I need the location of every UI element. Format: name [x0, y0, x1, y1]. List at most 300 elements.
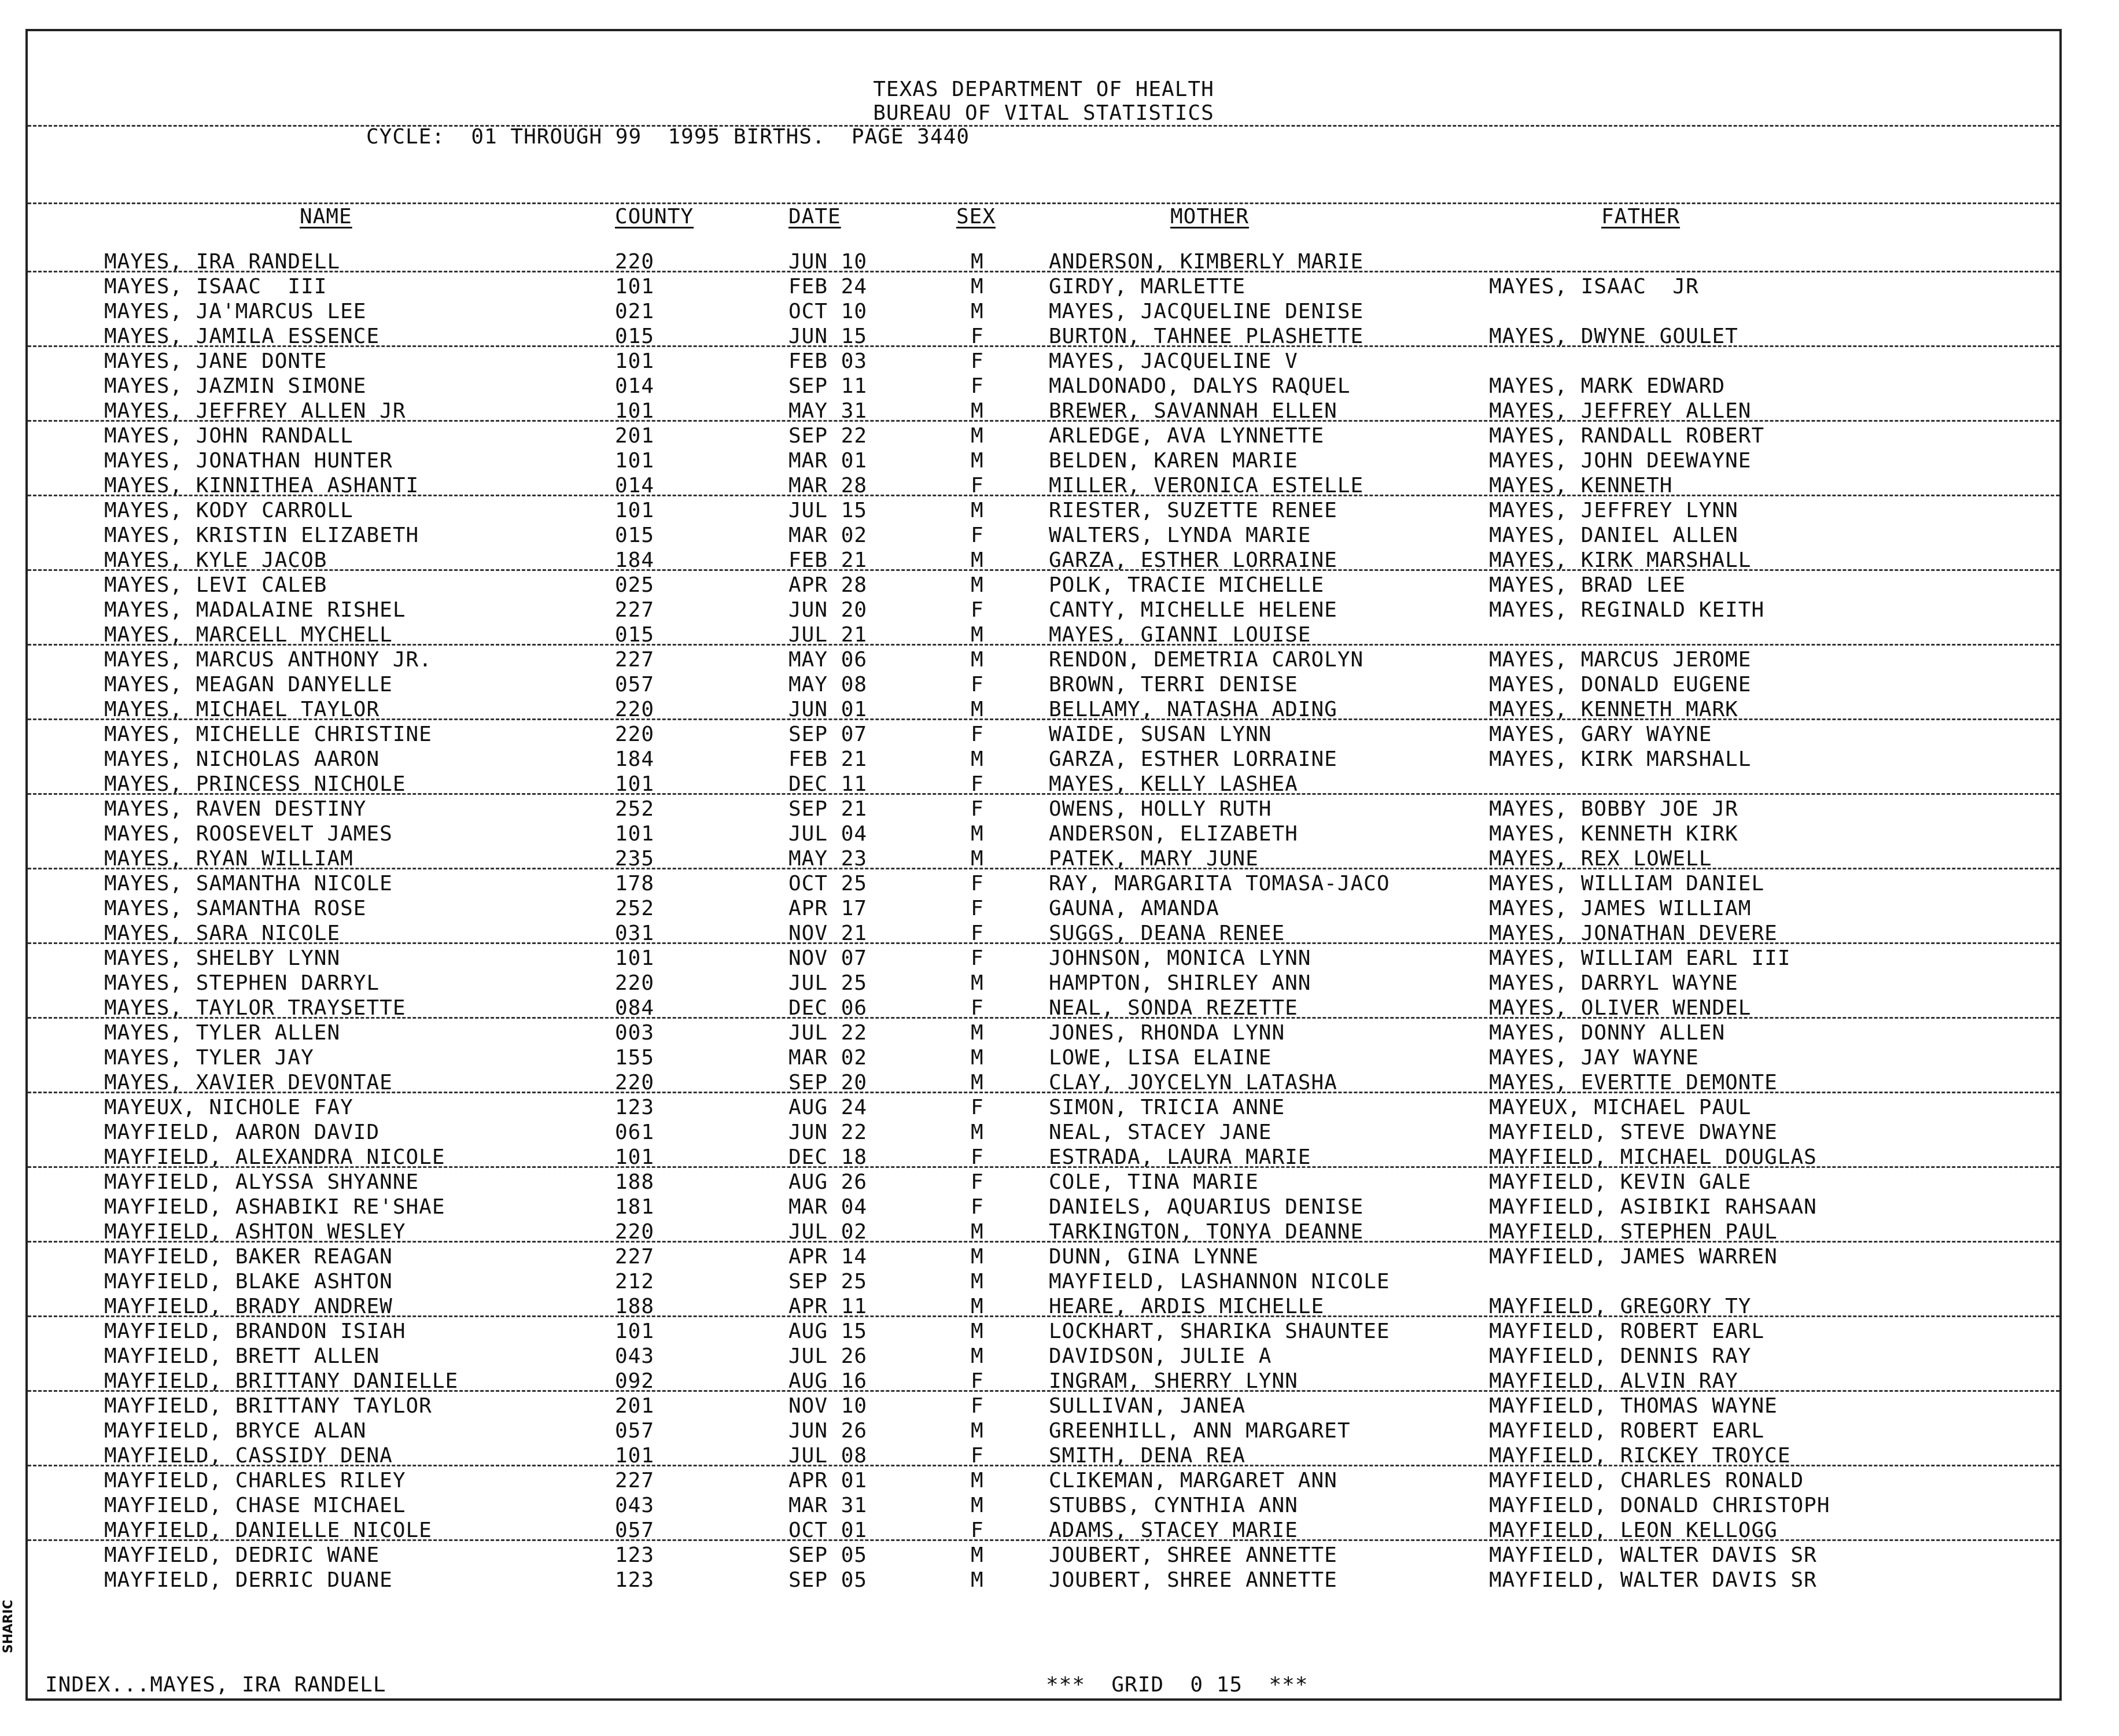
cell-county: 101: [615, 822, 655, 846]
column-header-name: NAME: [300, 205, 352, 228]
cell-county: 201: [615, 424, 655, 448]
cell-sex: M: [971, 424, 984, 448]
cell-date: OCT 01: [788, 1518, 868, 1542]
cell-sex: M: [971, 847, 984, 871]
cell-mother: SIMON, TRICIA ANNE: [1049, 1096, 1285, 1119]
header-subtitle: BUREAU OF VITAL STATISTICS: [873, 101, 1214, 125]
cell-father: MAYES, BOBBY JOE JR: [1489, 797, 1738, 821]
cell-county: 235: [615, 847, 655, 871]
cell-father: MAYES, DANIEL ALLEN: [1489, 524, 1738, 547]
row-divider: [28, 420, 2059, 422]
table-row: [28, 1543, 2059, 1568]
cell-county: 101: [615, 399, 655, 423]
cell-name: MAYES, JA'MARCUS LEE: [104, 300, 367, 323]
cell-county: 252: [615, 897, 655, 920]
cell-county: 101: [615, 1444, 655, 1468]
cell-county: 220: [615, 1071, 655, 1094]
index-line: INDEX...MAYES, IRA RANDELL: [45, 1673, 386, 1697]
cell-date: DEC 06: [788, 996, 868, 1020]
cell-father: MAYES, DARRYL WAYNE: [1489, 971, 1738, 995]
table-row: [28, 872, 2059, 897]
cell-sex: F: [971, 946, 984, 970]
cell-sex: M: [971, 275, 984, 298]
cell-name: MAYFIELD, ALYSSA SHYANNE: [104, 1170, 419, 1194]
cell-sex: M: [971, 250, 984, 274]
cell-sex: M: [971, 573, 984, 597]
cell-father: MAYFIELD, WALTER DAVIS SR: [1489, 1543, 1817, 1567]
table-row: [28, 275, 2059, 300]
table-row: [28, 598, 2059, 623]
table-row: [28, 1170, 2059, 1195]
cell-sex: M: [971, 1319, 984, 1343]
cell-mother: MAYES, JACQUELINE DENISE: [1049, 300, 1364, 323]
document-sheet: [25, 29, 2062, 1701]
table-row: [28, 374, 2059, 399]
cell-name: MAYFIELD, BRITTANY DANIELLE: [104, 1369, 459, 1393]
cell-mother: PATEK, MARY JUNE: [1049, 847, 1259, 871]
table-row: [28, 946, 2059, 971]
cell-name: MAYES, ROOSEVELT JAMES: [104, 822, 393, 846]
cell-county: 092: [615, 1369, 655, 1393]
cell-county: 015: [615, 325, 655, 348]
grid-line: *** GRID 0 15 ***: [1046, 1673, 1309, 1697]
column-header-sex: SEX: [956, 205, 996, 228]
row-divider: [28, 1241, 2059, 1243]
cell-mother: JOUBERT, SHREE ANNETTE: [1049, 1568, 1337, 1592]
cell-name: MAYFIELD, CHARLES RILEY: [104, 1469, 406, 1492]
cell-name: MAYFIELD, BRANDON ISIAH: [104, 1319, 406, 1343]
cell-mother: LOCKHART, SHARIKA SHAUNTEE: [1049, 1319, 1390, 1343]
cell-county: 015: [615, 623, 655, 647]
cell-sex: F: [971, 723, 984, 746]
cell-father: MAYES, JEFFREY LYNN: [1489, 499, 1738, 522]
cell-sex: M: [971, 548, 984, 572]
cell-father: MAYES, JONATHAN DEVERE: [1489, 922, 1778, 945]
cell-name: MAYFIELD, BLAKE ASHTON: [104, 1270, 393, 1293]
cell-sex: F: [971, 1170, 984, 1194]
table-row: [28, 1319, 2059, 1344]
cell-county: 188: [615, 1295, 655, 1318]
cell-county: 188: [615, 1170, 655, 1194]
cell-county: 014: [615, 474, 655, 497]
cell-sex: M: [971, 1568, 984, 1592]
cell-father: MAYES, KENNETH: [1489, 474, 1673, 497]
cell-date: JUL 25: [788, 971, 868, 995]
cell-sex: M: [971, 1021, 984, 1045]
cell-date: JUN 01: [788, 698, 868, 721]
cell-sex: M: [971, 623, 984, 647]
cell-county: 101: [615, 499, 655, 522]
cell-father: MAYES, DONNY ALLEN: [1489, 1021, 1726, 1045]
table-row: [28, 300, 2059, 325]
row-divider: [28, 644, 2059, 646]
cell-date: FEB 21: [788, 548, 868, 572]
column-header-father: FATHER: [1601, 205, 1681, 228]
cell-name: MAYES, SARA NICOLE: [104, 922, 341, 945]
column-header-county: COUNTY: [615, 205, 694, 228]
cell-county: 043: [615, 1344, 655, 1368]
cell-county: 123: [615, 1568, 655, 1592]
cell-father: MAYFIELD, ASIBIKI RAHSAAN: [1489, 1195, 1817, 1219]
cell-date: JUN 10: [788, 250, 868, 274]
row-divider: [28, 495, 2059, 496]
cell-sex: F: [971, 325, 984, 348]
cell-name: MAYES, SAMANTHA NICOLE: [104, 872, 393, 895]
cell-county: 014: [615, 374, 655, 398]
cell-date: MAR 28: [788, 474, 868, 497]
cell-county: 252: [615, 797, 655, 821]
cell-mother: JONES, RHONDA LYNN: [1049, 1021, 1285, 1045]
row-divider: [28, 1017, 2059, 1019]
cell-date: SEP 05: [788, 1543, 868, 1567]
cell-name: MAYES, RYAN WILLIAM: [104, 847, 353, 871]
cell-county: 155: [615, 1046, 655, 1070]
cell-mother: BELLAMY, NATASHA ADING: [1049, 698, 1337, 721]
cell-father: MAYFIELD, RICKEY TROYCE: [1489, 1444, 1791, 1468]
cell-mother: MAYES, GIANNI LOUISE: [1049, 623, 1311, 647]
cell-sex: F: [971, 797, 984, 821]
cell-date: JUN 26: [788, 1419, 868, 1443]
cell-name: MAYES, PRINCESS NICHOLE: [104, 772, 406, 796]
table-row: [28, 897, 2059, 922]
cell-date: DEC 18: [788, 1145, 868, 1169]
cell-mother: WALTERS, LYNDA MARIE: [1049, 524, 1311, 547]
cell-sex: M: [971, 1543, 984, 1567]
cell-mother: ESTRADA, LAURA MARIE: [1049, 1145, 1311, 1169]
cell-name: MAYFIELD, BRADY ANDREW: [104, 1295, 393, 1318]
cell-sex: F: [971, 1195, 984, 1219]
cell-date: NOV 07: [788, 946, 868, 970]
cell-sex: M: [971, 1121, 984, 1144]
cell-date: NOV 21: [788, 922, 868, 945]
cell-mother: GARZA, ESTHER LORRAINE: [1049, 548, 1337, 572]
cell-father: MAYES, ISAAC JR: [1489, 275, 1699, 298]
cell-sex: F: [971, 598, 984, 622]
cell-mother: MAYFIELD, LASHANNON NICOLE: [1049, 1270, 1390, 1293]
row-divider: [28, 1390, 2059, 1392]
cell-name: MAYFIELD, CHASE MICHAEL: [104, 1494, 406, 1517]
cell-county: 057: [615, 673, 655, 696]
table-row: [28, 1121, 2059, 1145]
cell-mother: MILLER, VERONICA ESTELLE: [1049, 474, 1364, 497]
cell-father: MAYFIELD, STEPHEN PAUL: [1489, 1220, 1778, 1244]
cell-father: MAYES, WILLIAM DANIEL: [1489, 872, 1765, 895]
cell-county: 101: [615, 1319, 655, 1343]
cell-sex: F: [971, 872, 984, 895]
cell-county: 227: [615, 1469, 655, 1492]
cell-father: MAYES, JEFFREY ALLEN: [1489, 399, 1752, 423]
cell-sex: F: [971, 474, 984, 497]
cell-mother: RAY, MARGARITA TOMASA-JACO: [1049, 872, 1390, 895]
cell-county: 061: [615, 1121, 655, 1144]
cell-name: MAYES, XAVIER DEVONTAE: [104, 1071, 393, 1094]
cell-date: JUL 21: [788, 623, 868, 647]
cell-sex: F: [971, 1394, 984, 1418]
cell-sex: M: [971, 1494, 984, 1517]
cell-date: FEB 24: [788, 275, 868, 298]
cell-sex: M: [971, 1469, 984, 1492]
cell-county: 101: [615, 275, 655, 298]
cell-mother: CLAY, JOYCELYN LATASHA: [1049, 1071, 1337, 1094]
cell-father: MAYES, KENNETH KIRK: [1489, 822, 1738, 846]
cell-sex: F: [971, 374, 984, 398]
cell-mother: ANDERSON, ELIZABETH: [1049, 822, 1298, 846]
cell-date: MAY 08: [788, 673, 868, 696]
table-row: [28, 673, 2059, 698]
cell-sex: M: [971, 648, 984, 672]
table-row: [28, 822, 2059, 847]
cell-sex: M: [971, 399, 984, 423]
cell-name: MAYES, ISAAC III: [104, 275, 327, 298]
cell-sex: F: [971, 772, 984, 796]
cell-sex: M: [971, 1270, 984, 1293]
cell-mother: ARLEDGE, AVA LYNNETTE: [1049, 424, 1325, 448]
cell-date: MAR 31: [788, 1494, 868, 1517]
cell-county: 101: [615, 1145, 655, 1169]
table-row: [28, 1046, 2059, 1071]
cell-father: MAYES, MARCUS JEROME: [1489, 648, 1752, 672]
cell-mother: POLK, TRACIE MICHELLE: [1049, 573, 1325, 597]
cell-county: 212: [615, 1270, 655, 1293]
cell-mother: BELDEN, KAREN MARIE: [1049, 449, 1298, 473]
row-divider: [28, 1315, 2059, 1317]
cell-father: MAYFIELD, CHARLES RONALD: [1489, 1469, 1804, 1492]
cell-date: FEB 21: [788, 747, 868, 771]
cell-father: MAYFIELD, STEVE DWAYNE: [1489, 1121, 1778, 1144]
cell-sex: F: [971, 524, 984, 547]
cell-father: MAYES, OLIVER WENDEL: [1489, 996, 1752, 1020]
cell-sex: M: [971, 449, 984, 473]
cell-name: MAYES, MEAGAN DANYELLE: [104, 673, 393, 696]
cell-sex: M: [971, 747, 984, 771]
cell-mother: GREENHILL, ANN MARGARET: [1049, 1419, 1351, 1443]
cell-date: AUG 15: [788, 1319, 868, 1343]
cell-date: DEC 11: [788, 772, 868, 796]
cell-county: 220: [615, 698, 655, 721]
cell-father: MAYES, DWYNE GOULET: [1489, 325, 1738, 348]
cell-sex: F: [971, 897, 984, 920]
cell-name: MAYFIELD, ASHABIKI RE'SHAE: [104, 1195, 445, 1219]
cell-county: 043: [615, 1494, 655, 1517]
cell-name: MAYES, RAVEN DESTINY: [104, 797, 367, 821]
row-divider: [28, 569, 2059, 571]
cell-mother: DUNN, GINA LYNNE: [1049, 1245, 1259, 1269]
row-divider: [28, 1465, 2059, 1466]
cell-father: MAYFIELD, DONALD CHRISTOPH: [1489, 1494, 1830, 1517]
cell-mother: HAMPTON, SHIRLEY ANN: [1049, 971, 1311, 995]
cell-sex: M: [971, 1344, 984, 1368]
row-divider: [28, 718, 2059, 720]
cell-county: 178: [615, 872, 655, 895]
cell-mother: BURTON, TAHNEE PLASHETTE: [1049, 325, 1364, 348]
cell-father: MAYES, GARY WAYNE: [1489, 723, 1712, 746]
cell-date: JUL 04: [788, 822, 868, 846]
cell-mother: DANIELS, AQUARIUS DENISE: [1049, 1195, 1364, 1219]
cell-name: MAYES, MARCELL MYCHELL: [104, 623, 393, 647]
cell-name: MAYES, JAMILA ESSENCE: [104, 325, 380, 348]
cell-date: SEP 07: [788, 723, 868, 746]
cell-mother: RIESTER, SUZETTE RENEE: [1049, 499, 1337, 522]
cell-date: JUL 02: [788, 1220, 868, 1244]
cell-sex: F: [971, 673, 984, 696]
cell-mother: LOWE, LISA ELAINE: [1049, 1046, 1272, 1070]
cell-name: MAYES, JANE DONTE: [104, 349, 327, 373]
cell-name: MAYES, SAMANTHA ROSE: [104, 897, 367, 920]
table-row: [28, 1021, 2059, 1046]
cell-date: MAR 04: [788, 1195, 868, 1219]
cell-county: 123: [615, 1543, 655, 1567]
cell-county: 057: [615, 1518, 655, 1542]
cell-father: MAYFIELD, LEON KELLOGG: [1489, 1518, 1778, 1542]
cell-date: MAR 01: [788, 449, 868, 473]
cell-name: MAYES, IRA RANDELL: [104, 250, 341, 274]
cell-father: MAYES, REX LOWELL: [1489, 847, 1712, 871]
column-header-mother: MOTHER: [1170, 205, 1250, 228]
cell-father: MAYFIELD, GREGORY TY: [1489, 1295, 1752, 1318]
cell-mother: SMITH, DENA REA: [1049, 1444, 1246, 1468]
table-row: [28, 424, 2059, 449]
cell-name: MAYES, KODY CARROLL: [104, 499, 353, 522]
cell-name: MAYES, JOHN RANDALL: [104, 424, 353, 448]
cell-sex: M: [971, 1419, 984, 1443]
cell-sex: M: [971, 499, 984, 522]
cell-date: JUN 20: [788, 598, 868, 622]
cell-name: MAYES, KYLE JACOB: [104, 548, 327, 572]
cell-date: AUG 16: [788, 1369, 868, 1393]
cell-name: MAYES, TYLER ALLEN: [104, 1021, 341, 1045]
cell-mother: GAUNA, AMANDA: [1049, 897, 1219, 920]
cell-sex: M: [971, 1046, 984, 1070]
cell-county: 227: [615, 648, 655, 672]
cell-mother: HEARE, ARDIS MICHELLE: [1049, 1295, 1325, 1318]
cell-sex: F: [971, 1518, 984, 1542]
cell-name: MAYES, JONATHAN HUNTER: [104, 449, 393, 473]
cell-mother: NEAL, STACEY JANE: [1049, 1121, 1272, 1144]
cell-sex: M: [971, 1071, 984, 1094]
cell-mother: INGRAM, SHERRY LYNN: [1049, 1369, 1298, 1393]
cell-date: APR 01: [788, 1469, 868, 1492]
cell-county: 015: [615, 524, 655, 547]
cell-date: SEP 05: [788, 1568, 868, 1592]
table-row: [28, 349, 2059, 374]
row-divider: [28, 271, 2059, 272]
table-row: [28, 971, 2059, 996]
table-row: [28, 1195, 2059, 1220]
cell-father: MAYES, BRAD LEE: [1489, 573, 1686, 597]
cell-mother: STUBBS, CYNTHIA ANN: [1049, 1494, 1298, 1517]
cell-father: MAYFIELD, DENNIS RAY: [1489, 1344, 1752, 1368]
table-row: [28, 1270, 2059, 1295]
cell-name: MAYFIELD, CASSIDY DENA: [104, 1444, 393, 1468]
cell-mother: TARKINGTON, TONYA DEANNE: [1049, 1220, 1364, 1244]
cell-county: 101: [615, 772, 655, 796]
cell-father: MAYES, KIRK MARSHALL: [1489, 548, 1752, 572]
cell-sex: M: [971, 822, 984, 846]
cell-date: SEP 22: [788, 424, 868, 448]
cell-father: MAYES, KENNETH MARK: [1489, 698, 1738, 721]
cell-name: MAYES, TAYLOR TRAYSETTE: [104, 996, 406, 1020]
cell-name: MAYES, MICHAEL TAYLOR: [104, 698, 380, 721]
cell-county: 101: [615, 349, 655, 373]
cell-date: MAY 31: [788, 399, 868, 423]
cell-county: 227: [615, 1245, 655, 1269]
table-row: [28, 1394, 2059, 1419]
cell-mother: CANTY, MICHELLE HELENE: [1049, 598, 1337, 622]
cell-name: MAYES, LEVI CALEB: [104, 573, 327, 597]
cell-mother: MAYES, JACQUELINE V: [1049, 349, 1298, 373]
cell-name: MAYES, JEFFREY ALLEN JR: [104, 399, 406, 423]
cell-sex: M: [971, 1245, 984, 1269]
cell-sex: M: [971, 1295, 984, 1318]
cell-mother: DAVIDSON, JULIE A: [1049, 1344, 1272, 1368]
cell-sex: F: [971, 922, 984, 945]
cell-date: MAY 06: [788, 648, 868, 672]
cell-father: MAYES, WILLIAM EARL III: [1489, 946, 1791, 970]
cell-date: MAR 02: [788, 1046, 868, 1070]
cell-county: 184: [615, 747, 655, 771]
cell-father: MAYES, RANDALL ROBERT: [1489, 424, 1765, 448]
cell-name: MAYFIELD, DANIELLE NICOLE: [104, 1518, 432, 1542]
row-divider: [28, 1539, 2059, 1541]
cell-date: NOV 10: [788, 1394, 868, 1418]
table-row: [28, 1469, 2059, 1494]
cell-county: 181: [615, 1195, 655, 1219]
header-title: TEXAS DEPARTMENT OF HEALTH: [873, 78, 1214, 101]
table-row: [28, 449, 2059, 474]
cell-mother: BREWER, SAVANNAH ELLEN: [1049, 399, 1337, 423]
cell-sex: F: [971, 1096, 984, 1119]
cell-mother: CLIKEMAN, MARGARET ANN: [1049, 1469, 1337, 1492]
table-row: [28, 1568, 2059, 1593]
cell-date: OCT 25: [788, 872, 868, 895]
cell-father: MAYES, KIRK MARSHALL: [1489, 747, 1752, 771]
table-row: [28, 797, 2059, 822]
cell-name: MAYFIELD, BAKER REAGAN: [104, 1245, 393, 1269]
cell-date: APR 11: [788, 1295, 868, 1318]
cell-mother: BROWN, TERRI DENISE: [1049, 673, 1298, 696]
cell-mother: OWENS, HOLLY RUTH: [1049, 797, 1272, 821]
table-row: [28, 573, 2059, 598]
column-header-date: DATE: [788, 205, 841, 228]
cell-name: MAYES, KRISTIN ELIZABETH: [104, 524, 419, 547]
cell-father: MAYES, JOHN DEEWAYNE: [1489, 449, 1752, 473]
cell-date: AUG 26: [788, 1170, 868, 1194]
table-row: [28, 1245, 2059, 1270]
cell-date: JUL 15: [788, 499, 868, 522]
cell-date: MAR 02: [788, 524, 868, 547]
cell-name: MAYEUX, NICHOLE FAY: [104, 1096, 353, 1119]
cell-sex: M: [971, 1220, 984, 1244]
table-row: [28, 499, 2059, 524]
cell-mother: JOHNSON, MONICA LYNN: [1049, 946, 1311, 970]
cell-sex: M: [971, 698, 984, 721]
table-row: [28, 524, 2059, 548]
cell-date: SEP 11: [788, 374, 868, 398]
cell-name: MAYFIELD, DEDRIC WANE: [104, 1543, 380, 1567]
cell-county: 220: [615, 250, 655, 274]
cell-county: 220: [615, 723, 655, 746]
cell-name: MAYFIELD, AARON DAVID: [104, 1121, 380, 1144]
cell-date: SEP 21: [788, 797, 868, 821]
cell-father: MAYES, DONALD EUGENE: [1489, 673, 1752, 696]
cell-date: JUL 22: [788, 1021, 868, 1045]
cell-father: MAYES, REGINALD KEITH: [1489, 598, 1765, 622]
cell-name: MAYES, SHELBY LYNN: [104, 946, 341, 970]
cell-county: 025: [615, 573, 655, 597]
cell-county: 084: [615, 996, 655, 1020]
cell-name: MAYES, JAZMIN SIMONE: [104, 374, 367, 398]
cell-sex: F: [971, 1444, 984, 1468]
